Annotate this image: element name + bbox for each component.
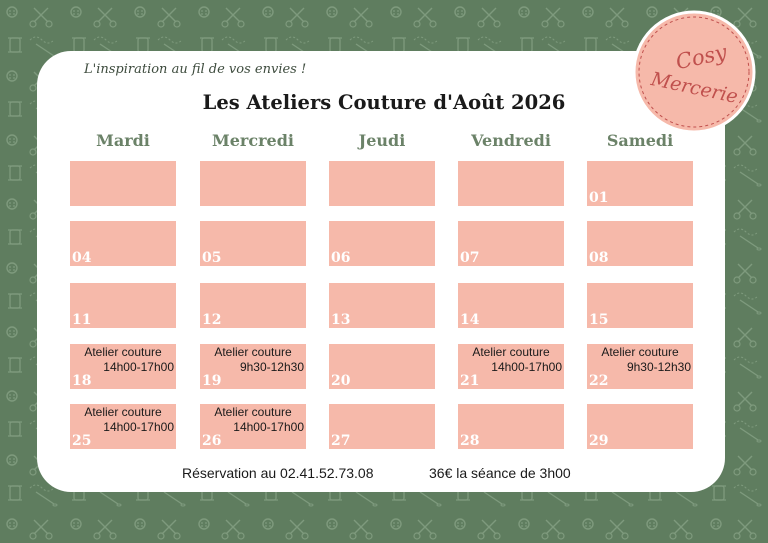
calendar-cell: [70, 283, 176, 328]
day-header-4: Samedi: [606, 131, 674, 150]
reservation-phone: Réservation au 02.41.52.73.08: [182, 465, 374, 481]
event-title: Atelier couture: [84, 345, 162, 359]
logo-text-mercerie: Mercerie: [649, 68, 740, 108]
calendar-cell: [70, 404, 176, 449]
event-time: 14h00-17h00: [491, 360, 562, 374]
date-number: 14: [460, 312, 480, 328]
event-time: 9h30-12h30: [626, 360, 691, 374]
date-number: 07: [460, 250, 480, 266]
date-number: 06: [331, 250, 351, 266]
calendar-cell: [200, 221, 306, 266]
date-number: 15: [589, 312, 609, 328]
calendar-cell: [200, 161, 306, 206]
page-title: Les Ateliers Couture d'Août 2026: [202, 91, 566, 114]
calendar-cell: [329, 221, 435, 266]
date-number: 29: [589, 433, 609, 449]
date-number: 28: [460, 433, 480, 449]
date-number: 20: [331, 373, 351, 389]
date-number: 01: [589, 190, 609, 206]
event-title: Atelier couture: [84, 405, 162, 419]
calendar-cell: [200, 344, 306, 389]
calendar-cell: [200, 283, 306, 328]
calendar-cell: [329, 404, 435, 449]
event-time: 14h00-17h00: [103, 420, 174, 434]
calendar-cell: [70, 221, 176, 266]
date-number: 26: [202, 433, 222, 449]
event-title: Atelier couture: [214, 405, 292, 419]
calendar-cell: [458, 283, 564, 328]
date-number: 27: [331, 433, 351, 449]
calendar-cell: [200, 404, 306, 449]
calendar-cell: [587, 161, 693, 206]
calendar-cell: [458, 404, 564, 449]
calendar-cell: [329, 344, 435, 389]
calendar-cell: [329, 283, 435, 328]
event-time: 14h00-17h00: [103, 360, 174, 374]
calendar-cell: [587, 283, 693, 328]
date-number: 08: [589, 250, 609, 266]
calendar-cell: [458, 344, 564, 389]
date-number: 05: [202, 250, 222, 266]
event-title: Atelier couture: [214, 345, 292, 359]
event-time: 9h30-12h30: [239, 360, 304, 374]
session-price: 36€ la séance de 3h00: [429, 465, 571, 481]
date-number: 22: [589, 373, 609, 389]
logo-text-cosy: Cosy: [673, 39, 729, 75]
date-number: 12: [202, 312, 222, 328]
event-title: Atelier couture: [601, 345, 679, 359]
calendar-cell: [587, 344, 693, 389]
date-number: 19: [202, 373, 222, 389]
calendar-cell: [70, 161, 176, 206]
event-time: 14h00-17h00: [233, 420, 304, 434]
day-header-2: Jeudi: [358, 131, 406, 150]
day-header-0: Mardi: [96, 131, 150, 150]
calendar-cell: [587, 221, 693, 266]
date-number: 13: [331, 312, 351, 328]
day-header-3: Vendredi: [471, 131, 551, 150]
cosy-mercerie-logo: [632, 10, 756, 134]
tagline: L'inspiration au fil de vos envies !: [84, 62, 307, 77]
calendar-cell: [587, 404, 693, 449]
calendar-cell: [458, 221, 564, 266]
date-number: 11: [72, 312, 92, 328]
event-title: Atelier couture: [472, 345, 550, 359]
date-number: 18: [72, 373, 92, 389]
date-number: 25: [72, 433, 92, 449]
day-header-1: Mercredi: [212, 131, 294, 150]
calendar-cell: [70, 344, 176, 389]
calendar-cell: [458, 161, 564, 206]
calendar-cell: [329, 161, 435, 206]
date-number: 04: [72, 250, 92, 266]
date-number: 21: [460, 373, 480, 389]
